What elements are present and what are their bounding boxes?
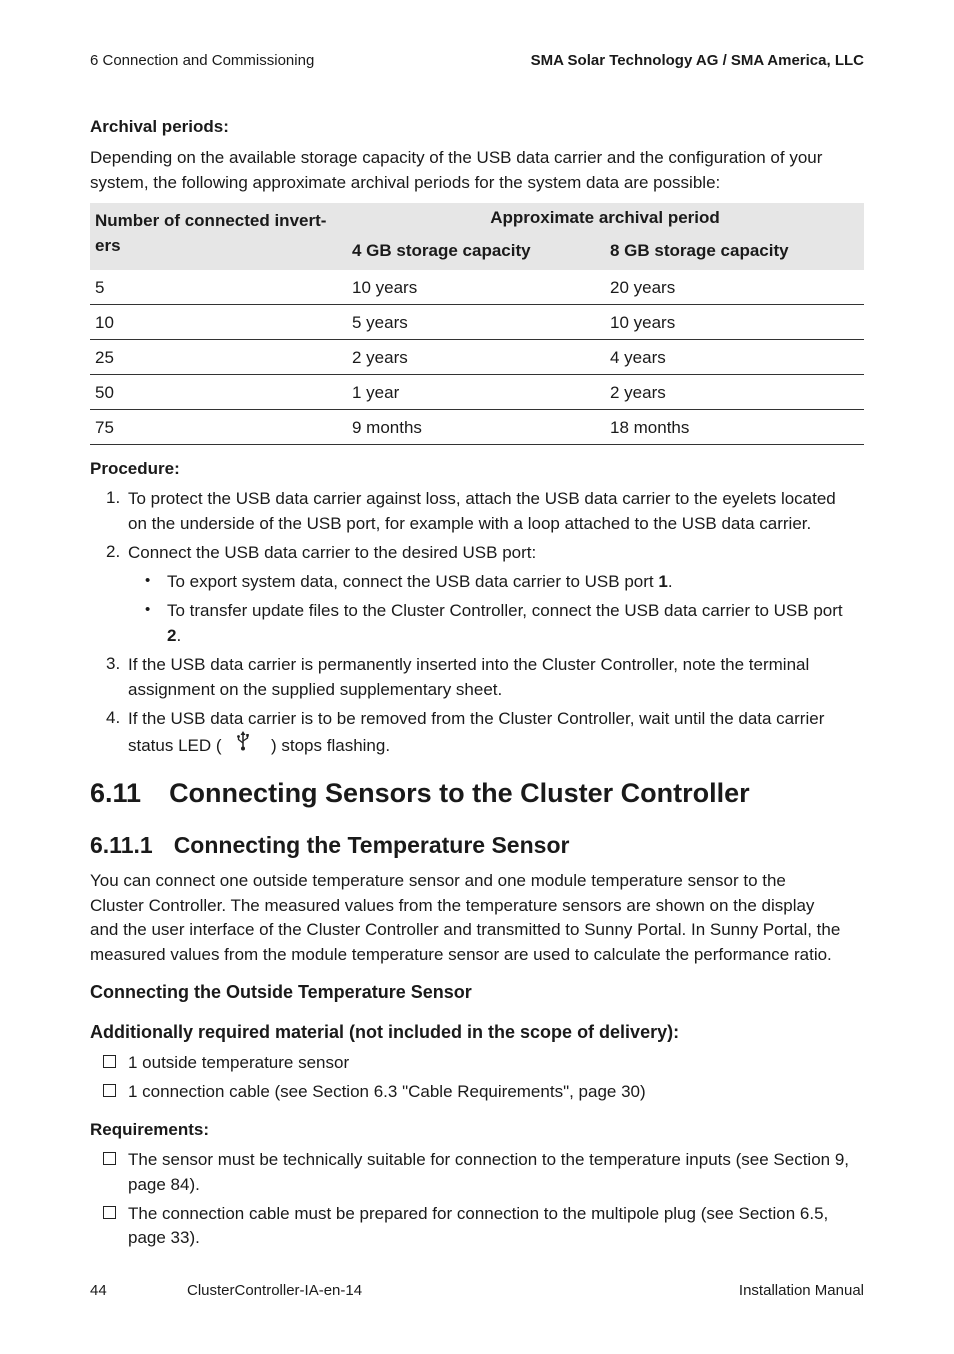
archival-table (90, 203, 864, 445)
requirement-1-line2: page 84). (128, 1175, 200, 1194)
cell-4gb: 9 months (346, 410, 604, 445)
step-4-line2b: ) stops flashing. (271, 736, 391, 755)
body-line1: You can connect one outside temperature sensor and one module temperature sensor to the (90, 871, 786, 890)
checkbox-icon (103, 1084, 116, 1097)
cell-8gb: 20 years (604, 270, 864, 305)
section-number: 6.11 (90, 778, 142, 808)
cell-inverters: 25 (90, 340, 346, 375)
bullet-export-end: . (667, 572, 673, 591)
subsection-number: 6.11.1 (90, 832, 153, 858)
bullet-update-end: . (176, 626, 182, 645)
requirement-1-line1: The sensor must be technically suitable for connection to the temperature inputs (see Section 9, (128, 1150, 850, 1169)
cell-8gb: 2 years (604, 375, 864, 410)
col-inverters-header (90, 203, 346, 270)
step-3-number: 3. (106, 654, 121, 673)
archival-label: Archival periods: (90, 117, 229, 136)
archival-intro-line2: system, the following approximate archival periods for the system data are possible: (90, 173, 721, 192)
requirement-2-line1: The connection cable must be prepared for connection to the multipole plug (see Section 6.5, (128, 1204, 829, 1223)
cell-inverters: 5 (90, 270, 346, 305)
usb-icon (236, 731, 250, 751)
table-row (90, 375, 864, 410)
cell-4gb: 10 years (346, 270, 604, 305)
col-4gb-header: 4 GB storage capacity (346, 237, 604, 270)
cell-inverters: 50 (90, 375, 346, 410)
table-row (90, 270, 864, 305)
usb-port-1: 1 (658, 572, 668, 591)
cell-4gb: 1 year (346, 375, 604, 410)
bullet-export (167, 569, 673, 594)
body-line2: Cluster Controller. The measured values from the temperature sensors are shown on the display (90, 896, 815, 915)
page-number: 44 (90, 1282, 107, 1299)
step-4-number: 4. (106, 708, 121, 727)
cell-inverters: 10 (90, 305, 346, 340)
step-1-line2: on the underside of the USB port, for example with a loop attached to the USB data carrier. (128, 514, 812, 533)
checkbox-icon (103, 1206, 116, 1219)
document-title: Installation Manual (738, 1282, 864, 1299)
usb-port-2: 2 (167, 626, 177, 645)
step-4-line2a: status LED ( (128, 736, 222, 755)
requirements-label: Requirements: (90, 1120, 210, 1139)
bullet-marker: • (145, 601, 151, 618)
cell-8gb: 10 years (604, 305, 864, 340)
step-3-line1: If the USB data carrier is permanently inserted into the Cluster Controller, note the terminal (128, 655, 810, 674)
cell-4gb: 5 years (346, 305, 604, 340)
step-1-number: 1. (106, 488, 121, 507)
section-title: Connecting Sensors to the Cluster Controller (169, 778, 750, 808)
group-header-archival-period: Approximate archival period (346, 203, 864, 237)
archival-intro-line1: Depending on the available storage capacity of the USB data carrier and the configuration of your (90, 148, 823, 167)
material-label: Additionally required material (not included in the scope of delivery): (90, 1022, 680, 1042)
step-1-line1: To protect the USB data carrier against loss, attach the USB data carrier to the eyelets located (128, 489, 836, 508)
checkbox-icon (103, 1055, 116, 1068)
document-id: ClusterController-IA-en-14 (187, 1282, 363, 1299)
bullet-update-line1: To transfer update files to the Cluster Controller, connect the USB data carrier to USB port (167, 601, 843, 620)
section-heading (90, 778, 750, 809)
outside-sensor-heading: Connecting the Outside Temperature Sensor (90, 982, 472, 1002)
requirement-2-line2: page 33). (128, 1228, 200, 1247)
subsection-heading (90, 832, 569, 859)
running-header-chapter: 6 Connection and Commissioning (90, 52, 315, 69)
step-2-line1: Connect the USB data carrier to the desired USB port: (128, 543, 537, 562)
step-2-number: 2. (106, 542, 121, 561)
table-row (90, 340, 864, 375)
bullet-export-text: To export system data, connect the USB data carrier to USB port (167, 572, 659, 591)
col-inverters-header-line1: Number of connected invert- (95, 211, 327, 230)
step-4-line1: If the USB data carrier is to be removed from the Cluster Controller, wait until the data carrier (128, 709, 825, 728)
cell-8gb: 18 months (604, 410, 864, 445)
cell-4gb: 2 years (346, 340, 604, 375)
subsection-title: Connecting the Temperature Sensor (173, 832, 570, 858)
material-item-cable: 1 connection cable (see Section 6.3 "Cable Requirements", page 30) (128, 1082, 646, 1101)
cell-inverters: 75 (90, 410, 346, 445)
running-header-company: SMA Solar Technology AG / SMA America, LLC (530, 52, 864, 69)
procedure-label: Procedure: (90, 459, 180, 478)
col-inverters-header-line2: ers (95, 236, 121, 255)
table-row (90, 305, 864, 340)
table-row (90, 410, 864, 445)
cell-8gb: 4 years (604, 340, 864, 375)
step-3-line2: assignment on the supplied supplementary sheet. (128, 680, 503, 699)
body-line3: and the user interface of the Cluster Controller and transmitted to Sunny Portal. In Sunny Portal, the (90, 920, 841, 939)
col-8gb-header: 8 GB storage capacity (604, 237, 864, 270)
body-line4: measured values from the module temperature sensor are used to calculate the performance ratio. (90, 945, 832, 964)
material-item-sensor: 1 outside temperature sensor (128, 1053, 350, 1072)
checkbox-icon (103, 1152, 116, 1165)
bullet-update-line2 (167, 623, 181, 648)
bullet-marker: • (145, 572, 151, 589)
